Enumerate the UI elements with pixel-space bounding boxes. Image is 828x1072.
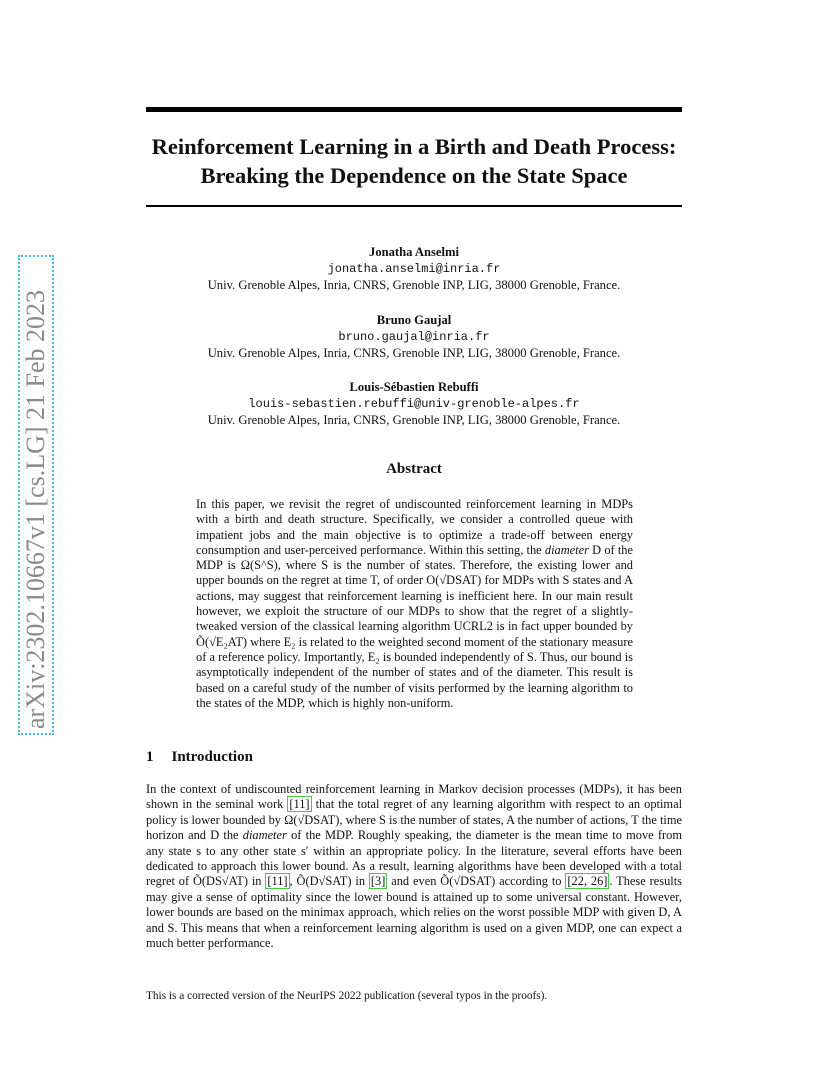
abstract-text-2: D of the MDP is Ω(S^S), where S is the number of states. Therefore, the existing lower and upper bounds on the regret at time T, of order O(√DSAT) for MDPs with S states and A actions, may suggest that reinforcement learning is inefficient here. In our main result however, we exploit the structure of our MDPs to show that the regret of a slightly-tweaked version of the classical learning algorithm UCRL2 is in fact upper bounded by Õ(√E₂AT) where E₂ is related to the weighted second moment of the stationary measure of a reference policy. Importantly, E₂ is bounded independently of S. Thus, our bound is asymptotically independent of the number of states and of the diameter. This result is based on a careful study of the number of visits performed by the learning algorithm to the states of the MDP, which is highly non-uniform. — [196, 542, 633, 710]
author-name: Louis-Sébastien Rebuffi — [349, 380, 479, 394]
citation-link[interactable]: [11] — [289, 797, 310, 812]
author-affiliation: Univ. Grenoble Alpes, Inria, CNRS, Grenoble INP, LIG, 38000 Grenoble, France. — [207, 278, 621, 292]
intro-diameter-term: diameter — [242, 828, 287, 843]
intro-text: In the context of undiscounted reinforcement learning in Markov decision processes (MDPs), it has been shown in the seminal work — [146, 782, 682, 812]
footnote: This is a corrected version of the NeurIPS 2022 publication (several typos in the proofs). — [146, 990, 548, 1002]
intro-text: and even Õ(√DSAT) according to — [387, 874, 566, 889]
abstract-body — [196, 497, 633, 711]
paper-title: Reinforcement Learning in a Birth and Death Process: Breaking the Dependence on the State Space — [151, 134, 677, 188]
arxiv-identifier[interactable]: arXiv:2302.10667v1 [cs.LG] 21 Feb 2023 — [18, 255, 54, 735]
abstract-heading: Abstract — [386, 461, 442, 477]
section-title: Introduction — [171, 749, 253, 765]
section-number: 1 — [146, 749, 154, 765]
author-block-3 — [146, 379, 682, 429]
title-rule-top — [146, 107, 682, 112]
citation-link[interactable]: [3] — [370, 874, 386, 889]
title-rule-bottom — [146, 205, 682, 207]
intro-paragraph — [146, 782, 682, 951]
citation-link[interactable]: [22, 26] — [567, 874, 608, 889]
abstract-diameter-term: diameter — [544, 542, 589, 557]
intro-text: , Õ(D√SAT) in — [289, 874, 369, 889]
author-email[interactable]: bruno.gaujal@inria.fr — [338, 329, 490, 344]
section-heading — [146, 749, 253, 766]
author-email[interactable]: louis-sebastien.rebuffi@univ-grenoble-alpes.fr — [248, 396, 580, 411]
citation-link[interactable]: [11] — [267, 874, 288, 889]
abstract-text-1: In this paper, we revisit the regret of undiscounted reinforcement learning in MDPs with a birth and death structure. Specifically, we consider a controlled queue with impatient jobs and the main objective is to optimize a trade-off between energy consumption and user-perceived performance. Within this setting, the — [196, 497, 633, 557]
author-email[interactable]: jonatha.anselmi@inria.fr — [327, 261, 501, 276]
intro-text: that the total regret of any learning algorithm with respect to an optimal policy is lower bounded by Ω(√DSAT), where S is the number of states, A the number of actions, T the time horizon and D the — [146, 797, 683, 843]
author-affiliation: Univ. Grenoble Alpes, Inria, CNRS, Grenoble INP, LIG, 38000 Grenoble, France. — [207, 413, 621, 427]
intro-text: of the MDP. Roughly speaking, the diameter is the mean time to move from any state s to any other state s′ within an appropriate policy. In the literature, several efforts have been dedicated to approach this lower bound. As a result, learning algorithms have been developed with a total regret of Õ(DS√AT) in — [146, 828, 682, 889]
author-name: Bruno Gaujal — [376, 313, 452, 327]
author-block-2 — [146, 312, 682, 362]
author-name: Jonatha Anselmi — [369, 245, 459, 259]
author-affiliation: Univ. Grenoble Alpes, Inria, CNRS, Grenoble INP, LIG, 38000 Grenoble, France. — [207, 346, 621, 360]
author-block-1 — [146, 244, 682, 294]
intro-text: . These results may give a sense of optimality since the lower bound is attained up to some universal constant. However, lower bounds are based on the minimax approach, which relies on the worst possible MDP with given D, A and S. This means that when a reinforcement learning algorithm is used on a given MDP, one can expect a much better performance. — [146, 874, 682, 951]
